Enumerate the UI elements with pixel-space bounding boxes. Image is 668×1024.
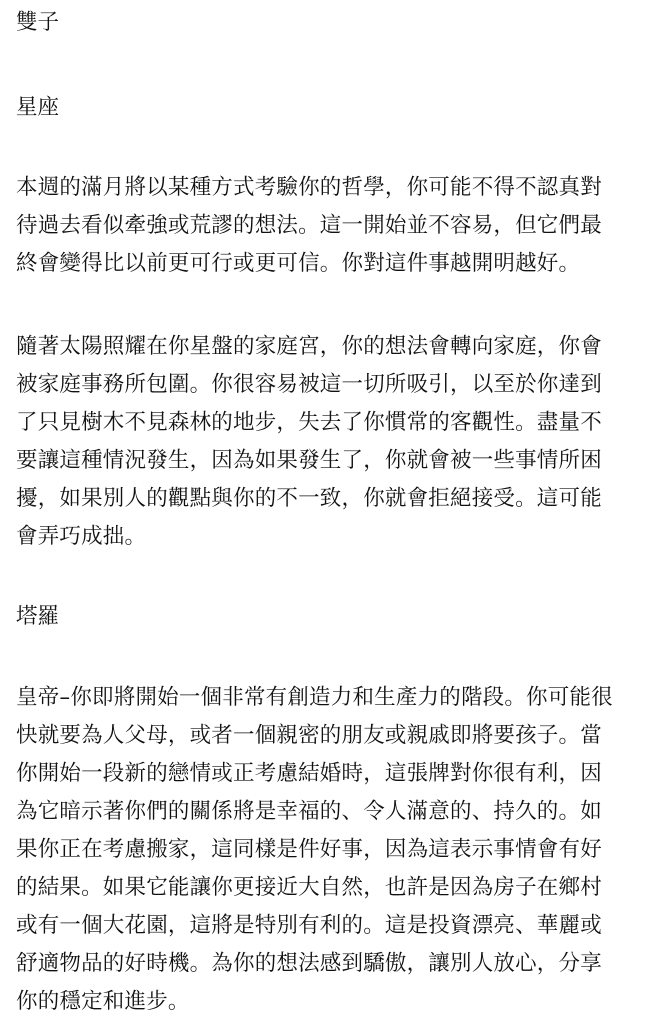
- text-line: 你的穩定和進步。: [16, 989, 190, 1014]
- text-line: 本週的滿月將以某種方式考驗你的哲學，你可能不得不認真對: [16, 175, 602, 200]
- text-line: 果你正在考慮搬家，這同樣是件好事，因為這表示事情會有好: [16, 837, 602, 862]
- text-line: 要讓這種情況發生，因為如果發生了，你就會被一些事情所困: [16, 448, 602, 473]
- text-line: 擾，如果別人的觀點與你的不一致，你就會拒絕接受。這可能: [16, 486, 602, 511]
- text-line: 終會變得比以前更可行或更可信。你對這件事越開明越好。: [16, 251, 581, 276]
- text-line: 皇帝–你即將開始一個非常有創造力和生產力的階段。你可能很: [16, 685, 613, 710]
- text-line: 的結果。如果它能讓你更接近大自然，也許是因為房子在鄉村: [16, 875, 602, 900]
- text-line: 為它暗示著你們的關係將是幸福的、令人滿意的、持久的。如: [16, 799, 602, 824]
- text-line: 待過去看似牽強或荒謬的想法。這一開始並不容易，但它們最: [16, 213, 602, 238]
- text-line: 會弄巧成拙。: [16, 524, 147, 549]
- text-line: 被家庭事務所包圍。你很容易被這一切所吸引，以至於你達到: [16, 372, 602, 397]
- text-line: 快就要為人父母，或者一個親密的朋友或親戚即將要孩子。當: [16, 723, 602, 748]
- text-line: 或有一個大花園，這將是特別有利的。這是投資漂亮、華麗或: [16, 913, 602, 938]
- section-heading-tarot: 塔羅: [16, 604, 60, 629]
- text-line: 舒適物品的好時機。為你的想法感到驕傲，讓別人放心，分享: [16, 951, 602, 976]
- text-line: 隨著太陽照耀在你星盤的家庭宮，你的想法會轉向家庭，你會: [16, 334, 602, 359]
- text-line: 你開始一段新的戀情或正考慮結婚時，這張牌對你很有利，因: [16, 761, 602, 786]
- text-line: 了只見樹木不見森林的地步，失去了你慣常的客觀性。盡量不: [16, 410, 602, 435]
- section-heading-horoscope: 星座: [16, 95, 60, 120]
- page-title: 雙子: [16, 10, 60, 35]
